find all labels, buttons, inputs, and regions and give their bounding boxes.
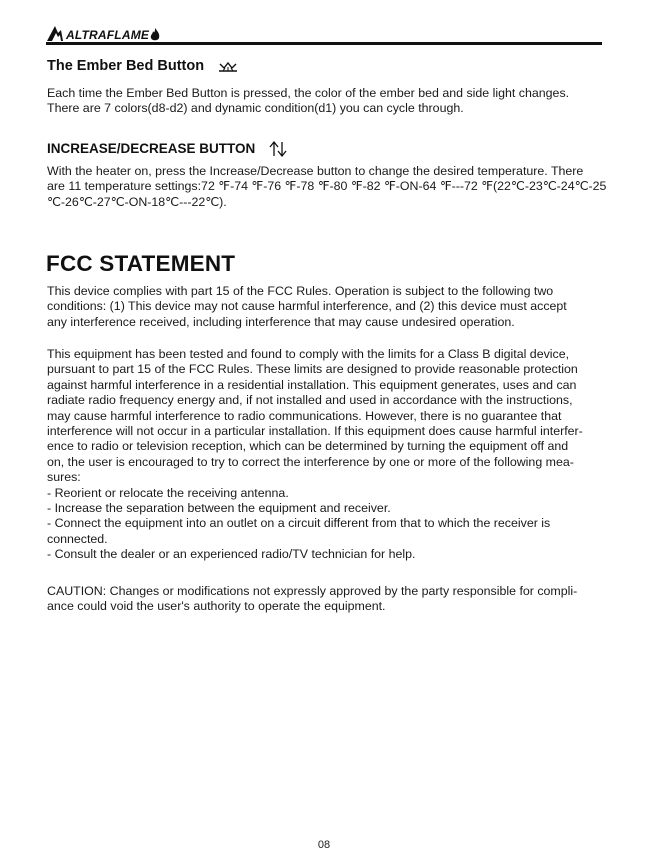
brand-logo: [46, 22, 161, 42]
flame-icon: [149, 28, 161, 42]
page-number: 08: [317, 839, 331, 851]
up-down-arrows-icon: [269, 141, 287, 157]
brand-name: ALTRAFLAME: [66, 28, 150, 42]
ember-bed-text: Each time the Ember Bed Button is pressed, the color of the ember bed and side light changes. There are 7 colors(d8-d2) and dynamic condition(d1) you can cycle through.: [47, 86, 570, 116]
page-header: [46, 22, 602, 46]
ember-bed-heading: The Ember Bed Button: [47, 58, 238, 74]
increase-decrease-heading: INCREASE/DECREASE BUTTON: [47, 141, 287, 157]
fcc-caution: CAUTION: Changes or modifications not expressly approved by the party responsible for compli- ance could void the user's authority to operate the equipment.: [47, 584, 578, 614]
flame-logo-icon: [46, 24, 64, 42]
header-rule: [46, 42, 602, 45]
ember-bed-icon: [218, 60, 238, 73]
fcc-paragraph-1: This device complies with part 15 of the FCC Rules. Operation is subject to the following two conditions: (1) This device may not cause harmful interference, and (2) this device must accept any interference received, including interference that may cause undesired operation.: [47, 284, 567, 329]
fcc-statement-title: FCC STATEMENT: [46, 251, 236, 276]
fcc-paragraph-2: This equipment has been tested and found to comply with the limits for a Class B digital device, pursuant to part 15 of the FCC Rules. These limits are designed to provide reasonable protection against harmful interference in a residential installation. This equipment generates, uses and can radiate radio frequency energy and, if not installed and used in accordance with the instructions, may cause harmful interference to radio communications. However, there is no guarantee that interference will not occur in a particular installation. If this equipment does cause harmful interfer- ence to radio or television reception, which can be determined by turning the equipment off and on, the user is encouraged to try to correct the interference by one or more of the following mea- sures: - Reorient or relocate the receiving antenna. - Increase the separation between the equipment and receiver. - Connect the equipment into an outlet on a circuit different from that to which the receiver is connected. - Consult the dealer or an experienced radio/TV technician for help.: [47, 347, 583, 562]
increase-decrease-text: With the heater on, press the Increase/Decrease button to change the desired temperature. There are 11 temperature settings:72 ℉-74 ℉-76 ℉-78 ℉-80 ℉-82 ℉-ON-64 ℉---72 ℉(22℃-23℃-24℃-25 ℃-26℃-27℃-ON-18℃---22℃).: [47, 164, 607, 209]
